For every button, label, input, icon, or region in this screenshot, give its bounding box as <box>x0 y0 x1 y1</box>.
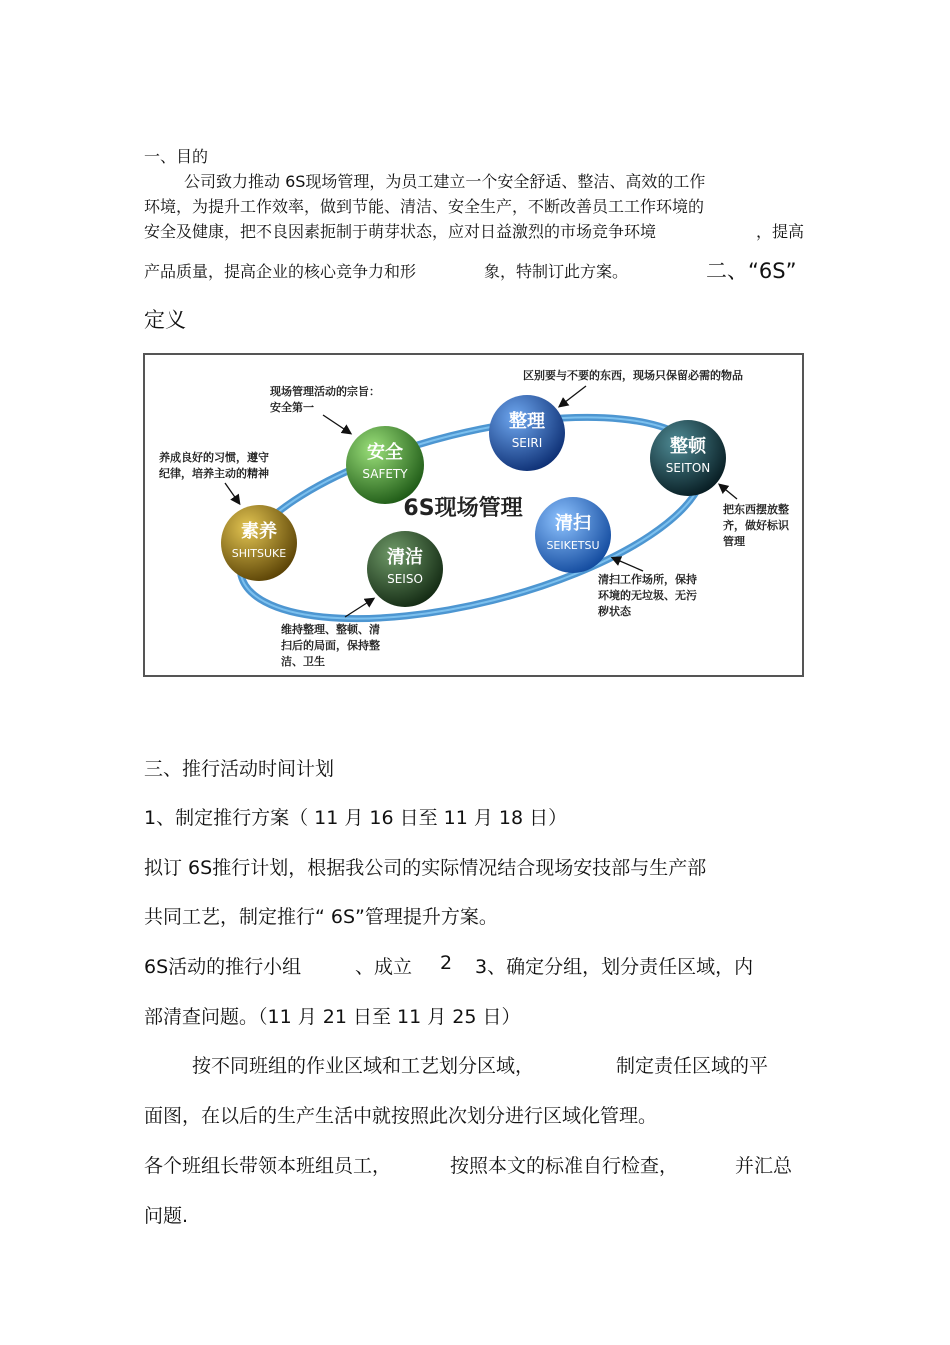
orb-shitsuke-title: 素养 <box>241 521 277 542</box>
orb-shitsuke <box>221 505 297 581</box>
section1-line3: 安全及健康，把不良因素扼制于萌芽状态，应对日益激烈的市场竞争环境 <box>144 222 657 241</box>
six-s-diagram <box>143 353 804 677</box>
section3-p2-line2: 部清查问题。（11 月 21 日至 11 月 25 日） <box>144 1006 521 1028</box>
svg-text:环境的无垃圾、无污: 环境的无垃圾、无污 <box>598 589 697 602</box>
note-safety <box>269 384 380 433</box>
orb-seiso-sub: SEISO <box>387 572 423 586</box>
section2-heading-part1: 二、“6S” <box>706 259 797 283</box>
orb-seiri-title: 整理 <box>509 411 545 432</box>
orb-seiso-title: 清洁 <box>387 547 423 568</box>
section3-p3-line2: 面图，在以后的生产生活中就按照此次划分进行区域化管理。 <box>144 1105 658 1127</box>
orb-seiketsu-title: 清扫 <box>555 513 591 534</box>
svg-text:齐，做好标识: 齐，做好标识 <box>723 519 789 532</box>
section3-p4-line1-c: 并汇总 <box>735 1155 793 1177</box>
orb-safety-title: 安全 <box>367 442 403 463</box>
svg-text:维持整理、整顿、清: 维持整理、整顿、清 <box>281 623 380 636</box>
section3-p4-line1-b: 按照本文的标准自行检查， <box>450 1155 679 1177</box>
section1-heading: 一、目的 <box>144 147 209 166</box>
note-shitsuke <box>159 450 269 503</box>
section3-heading: 三、推行活动时间计划 <box>144 758 335 780</box>
orb-safety-sub: SAFETY <box>362 467 408 481</box>
section2-heading-part2: 定义 <box>144 308 186 332</box>
section3-p1-line1: 拟订 6S推行计划，根据我公司的实际情况结合现场安技部与生产部 <box>144 857 707 879</box>
svg-text:区别要与不要的东西，现场只保留必需的物品: 区别要与不要的东西，现场只保留必需的物品 <box>523 369 743 382</box>
svg-text:洁、卫生: 洁、卫生 <box>281 655 325 668</box>
svg-text:把东西摆放整: 把东西摆放整 <box>723 503 789 516</box>
section3-p2-line1-b: 、成立 <box>355 956 413 978</box>
orb-seiri-sub: SEIRI <box>511 436 543 450</box>
orb-seiso <box>367 531 443 607</box>
section3-p3-line1-b: 制定责任区域的平 <box>616 1055 769 1077</box>
svg-text:现场管理活动的宗旨：: 现场管理活动的宗旨： <box>270 385 380 398</box>
section3-p4-line2: 问题. <box>144 1205 189 1227</box>
svg-text:秽状态: 秽状态 <box>598 605 631 618</box>
orb-seiton-title: 整顿 <box>670 436 706 457</box>
diagram-center-title: 6S现场管理 <box>403 496 523 521</box>
svg-text:安全第一: 安全第一 <box>270 401 314 414</box>
note-seiketsu <box>597 558 697 618</box>
orb-seiketsu <box>535 497 611 573</box>
note-seiri <box>523 368 743 406</box>
section3-p3-line1-a: 按不同班组的作业区域和工艺划分区域， <box>192 1055 535 1077</box>
svg-text:清扫工作场所，保持: 清扫工作场所，保持 <box>598 573 697 586</box>
section3-p2-line1-c: 2 <box>440 952 453 974</box>
svg-text:扫后的局面，保持整: 扫后的局面，保持整 <box>281 639 380 652</box>
orb-seiton <box>650 420 726 496</box>
orb-shitsuke-sub: SHITSUKE <box>231 547 287 560</box>
section1-line3-tail: ，提高 <box>756 222 805 241</box>
svg-text:管理: 管理 <box>723 535 745 548</box>
section3-p4-line1-a: 各个班组长带领本班组员工， <box>144 1155 392 1177</box>
section3-p2-line1-a: 6S活动的推行小组 <box>144 956 302 978</box>
section3-p1-line2: 共同工艺，制定推行“ 6S”管理提升方案。 <box>144 906 498 928</box>
section1-line2: 环境，为提升工作效率，做到节能、清洁、安全生产，不断改善员工工作环境的 <box>144 197 705 216</box>
section1-line4a: 产品质量，提高企业的核心竞争力和形 <box>144 262 417 281</box>
orb-seiri <box>489 395 565 471</box>
orb-safety <box>346 426 424 504</box>
section1-line4b: 象，特制订此方案。 <box>484 262 629 281</box>
svg-text:养成良好的习惯，遵守: 养成良好的习惯，遵守 <box>159 451 269 464</box>
orb-seiketsu-sub: SEIKETSU <box>546 539 600 552</box>
note-seiton <box>720 485 790 548</box>
section3-p2-line1-d: 3、确定分组，划分责任区域，内 <box>475 956 754 978</box>
svg-text:纪律，培养主动的精神: 纪律，培养主动的精神 <box>159 467 269 480</box>
section1-line1: 公司致力推动 6S现场管理，为员工建立一个安全舒适、整洁、高效的工作 <box>184 172 706 191</box>
section3-item1: 1、制定推行方案（ 11 月 16 日至 11 月 18 日） <box>144 807 568 829</box>
orb-seiton-sub: SEITON <box>665 461 711 475</box>
